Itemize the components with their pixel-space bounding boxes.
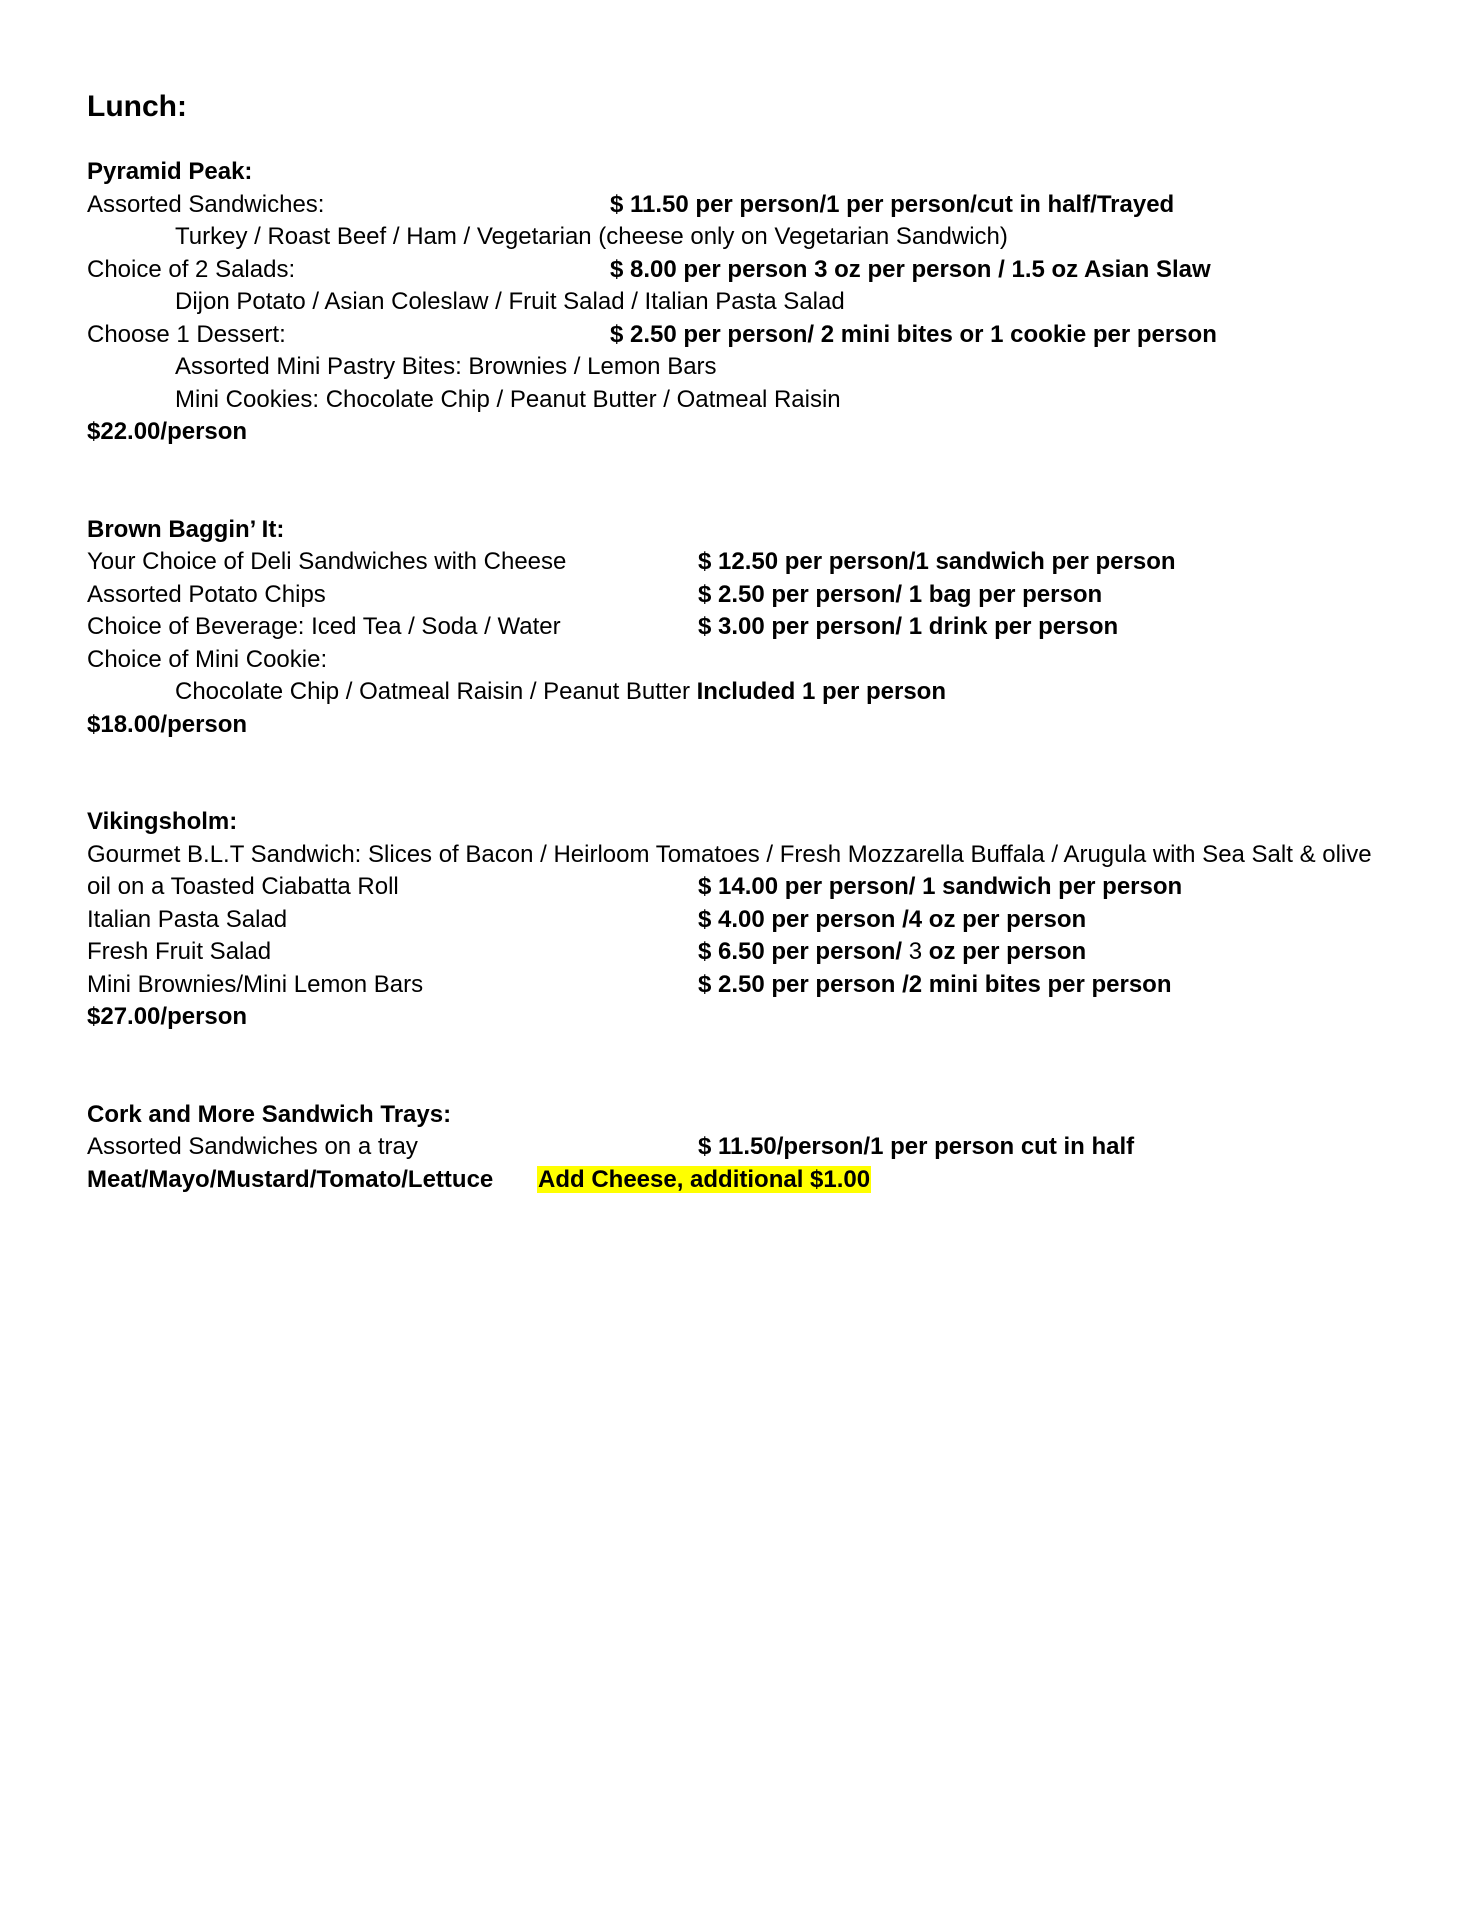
fruit-price-a: $ 6.50 per person/ (698, 938, 909, 965)
item-options: Mini Cookies: Chocolate Chip / Peanut Butter / Oatmeal Raisin (175, 385, 841, 413)
item-options: Assorted Mini Pastry Bites: Brownies / Lemon Bars (175, 353, 717, 380)
highlighted-addon: Add Cheese, additional $1.00 (538, 1165, 871, 1193)
item-price: $ 2.50 per person/ 1 bag per person (698, 580, 1103, 608)
fruit-price-b: oz per person (922, 938, 1087, 965)
item-label: Choose 1 Dessert: (87, 320, 286, 348)
item-label: Choice of Beverage: Iced Tea / Soda / Water (87, 613, 561, 640)
item-label: Choice of Mini Cookie: (87, 645, 328, 673)
section-heading: Cork and More Sandwich Trays: (87, 1100, 452, 1128)
item-price: $ 2.50 per person/ 2 mini bites or 1 cookie per person (610, 320, 1217, 348)
cheese-addon (537, 1164, 871, 1197)
item-label: Assorted Sandwiches: (87, 190, 325, 218)
fruit-price-num: 3 (908, 938, 923, 965)
section-pyramid-peak (87, 156, 1417, 449)
cookie-options: Chocolate Chip / Oatmeal Raisin / Peanut Butter (175, 678, 697, 705)
item-options: Dijon Potato / Asian Coleslaw / Fruit Salad / Italian Pasta Salad (175, 288, 845, 315)
item-price: $ 8.00 per person 3 oz per person / 1.5 oz Asian Slaw (610, 255, 1211, 283)
item-label: Mini Brownies/Mini Lemon Bars (87, 970, 424, 998)
item-options: Turkey / Roast Beef / Ham / Vegetarian (cheese only on Vegetarian Sandwich) (175, 223, 1008, 250)
item-label: Assorted Potato Chips (87, 580, 326, 608)
item-label: Choice of 2 Salads: (87, 255, 296, 283)
item-label: oil on a Toasted Ciabatta Roll (87, 873, 399, 900)
section-vikingsholm (87, 806, 1417, 1034)
included-note: Included 1 per person (696, 678, 946, 705)
section-heading: Pyramid Peak: (87, 158, 253, 185)
toppings-list: Meat/Mayo/Mustard/Tomato/Lettuce (87, 1165, 494, 1193)
item-price (698, 936, 1086, 969)
item-price: $ 14.00 per person/ 1 sandwich per person (698, 873, 1183, 900)
section-brown-baggin (87, 514, 1417, 742)
item-price: $ 3.00 per person/ 1 drink per person (698, 613, 1119, 640)
item-options (175, 676, 946, 709)
item-price: $ 11.50 per person/1 per person/cut in half/Trayed (610, 190, 1175, 218)
item-label: Gourmet B.L.T Sandwich: Slices of Bacon / Heirloom Tomatoes / Fresh Mozzarella Buffala / Arugula with Sea Salt & olive (87, 840, 1372, 868)
item-price: $ 2.50 per person /2 mini bites per person (698, 970, 1172, 998)
item-price: $ 4.00 per person /4 oz per person (698, 905, 1087, 933)
item-price: $ 11.50/person/1 per person cut in half (698, 1133, 1135, 1160)
section-total: $27.00/person (87, 1003, 248, 1030)
item-label: Assorted Sandwiches on a tray (87, 1133, 418, 1160)
item-price: $ 12.50 per person/1 sandwich per person (698, 548, 1176, 575)
menu-page (87, 86, 1417, 1196)
item-label: Your Choice of Deli Sandwiches with Cheese (87, 548, 567, 575)
item-label: Italian Pasta Salad (87, 905, 288, 933)
section-total: $18.00/person (87, 710, 248, 738)
item-label: Fresh Fruit Salad (87, 938, 272, 965)
section-heading: Vikingsholm: (87, 808, 238, 835)
section-total: $22.00/person (87, 418, 248, 445)
page-title: Lunch: (87, 90, 187, 123)
section-heading: Brown Baggin’ It: (87, 515, 285, 543)
section-cork-and-more (87, 1099, 1417, 1197)
